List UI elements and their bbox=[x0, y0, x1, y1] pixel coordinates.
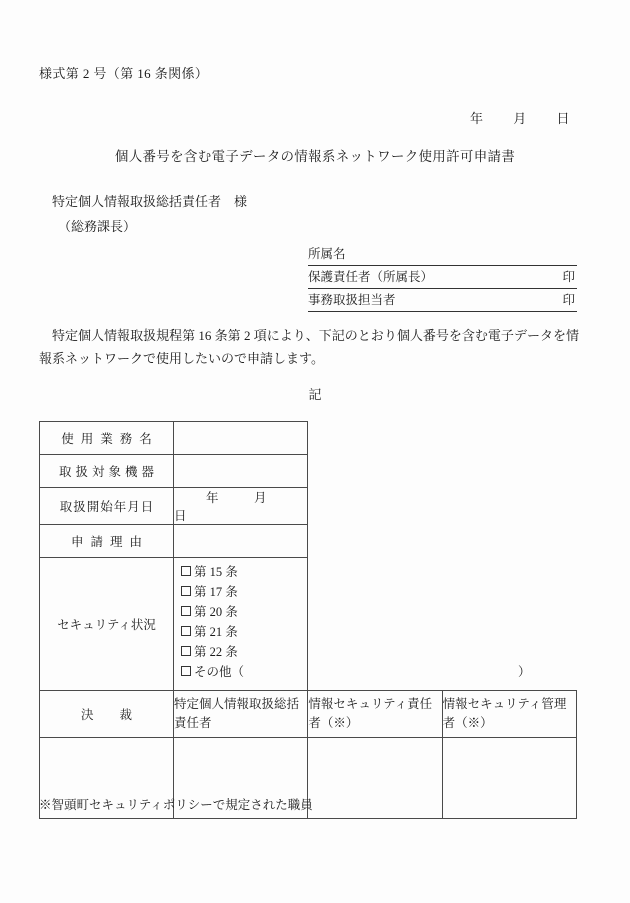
table-row-target-device bbox=[40, 455, 577, 488]
ki-marker: 記 bbox=[308, 387, 322, 402]
start-date-month-label: 月 bbox=[254, 491, 267, 505]
date-line bbox=[470, 108, 570, 127]
value-target-device[interactable] bbox=[174, 455, 308, 488]
label-target-device bbox=[40, 455, 174, 488]
start-date-day-label: 日 bbox=[174, 509, 187, 523]
applicant-signature-block bbox=[308, 243, 577, 312]
label-business-name-text: 使用業務名 bbox=[61, 432, 159, 446]
affiliation-label: 所属名 bbox=[308, 247, 346, 261]
date-month-label: 月 bbox=[513, 111, 527, 126]
checkbox-icon[interactable] bbox=[181, 566, 191, 576]
label-approval bbox=[40, 691, 174, 738]
date-year-label: 年 bbox=[470, 111, 484, 126]
security-option-article-21[interactable] bbox=[181, 626, 307, 643]
signature-row-clerical-staff bbox=[308, 289, 577, 312]
approval-column-security-administrator: 情報セキュリティ管理者（※） bbox=[442, 691, 576, 738]
security-option-other-close: ） bbox=[518, 665, 531, 679]
footnote: ※智頭町セキュリティポリシーで規定された職員 bbox=[39, 798, 313, 812]
security-option-label: その他（ bbox=[194, 665, 245, 679]
body-paragraph: 特定個人情報取扱規程第 16 条第 2 項により、下記のとおり個人番号を含む電子データを情報系ネットワークで使用したいので申請します。 bbox=[39, 328, 579, 366]
form-number: 様式第 2 号（第 16 条関係） bbox=[39, 66, 209, 81]
table-row-start-date bbox=[40, 488, 577, 525]
checkbox-icon[interactable] bbox=[181, 666, 191, 676]
checkbox-icon[interactable] bbox=[181, 626, 191, 636]
approval-signature-security-administrator[interactable] bbox=[442, 738, 576, 819]
value-reason[interactable] bbox=[174, 525, 308, 558]
clerical-staff-label: 事務取扱担当者 bbox=[308, 293, 396, 307]
approval-signature-security-officer[interactable] bbox=[308, 738, 442, 819]
label-start-date-text: 取扱開始年月日 bbox=[59, 500, 155, 514]
security-option-article-22[interactable] bbox=[181, 646, 307, 663]
label-reason bbox=[40, 525, 174, 558]
value-business-name[interactable] bbox=[174, 422, 308, 455]
security-option-article-15[interactable] bbox=[181, 566, 307, 583]
application-table bbox=[39, 421, 577, 819]
security-option-list bbox=[174, 558, 531, 690]
table-row-reason bbox=[40, 525, 577, 558]
checkbox-icon[interactable] bbox=[181, 646, 191, 656]
signature-row-affiliation bbox=[308, 243, 577, 266]
date-day-label: 日 bbox=[556, 111, 570, 126]
approval-column-security-officer: 情報セキュリティ責任者（※） bbox=[308, 691, 442, 738]
security-option-label: 第 15 条 bbox=[194, 565, 238, 579]
addressee-department: （総務課長） bbox=[58, 219, 137, 234]
label-target-device-text: 取扱対象機器 bbox=[58, 465, 158, 479]
start-date-year-label: 年 bbox=[206, 491, 219, 505]
checkbox-icon[interactable] bbox=[181, 606, 191, 616]
security-option-article-17[interactable] bbox=[181, 586, 307, 603]
addressee-name: 特定個人情報取扱総括責任者 様 bbox=[52, 194, 248, 209]
label-reason-text: 申請理由 bbox=[70, 535, 149, 549]
label-security-status: セキュリティ状況 bbox=[40, 558, 174, 691]
clerical-staff-seal-icon: 印 bbox=[562, 293, 575, 307]
security-option-label: 第 17 条 bbox=[194, 585, 238, 599]
security-option-label: 第 21 条 bbox=[194, 625, 238, 639]
value-start-date[interactable] bbox=[174, 488, 308, 525]
value-security-status bbox=[174, 558, 531, 691]
security-option-label: 第 20 条 bbox=[194, 605, 238, 619]
table-row-business-name bbox=[40, 422, 577, 455]
document-title: 個人番号を含む電子データの情報系ネットワーク使用許可申請書 bbox=[114, 149, 516, 164]
protection-manager-seal-icon: 印 bbox=[562, 270, 575, 284]
label-approval-text: 決裁 bbox=[80, 708, 158, 722]
table-row-security-status bbox=[40, 558, 577, 691]
protection-manager-label: 保護責任者（所属長） bbox=[308, 270, 434, 284]
signature-row-protection-manager bbox=[308, 266, 577, 289]
label-business-name bbox=[40, 422, 174, 455]
security-option-label: 第 22 条 bbox=[194, 645, 238, 659]
security-option-other[interactable] bbox=[181, 665, 531, 683]
checkbox-icon[interactable] bbox=[181, 586, 191, 596]
label-start-date bbox=[40, 488, 174, 525]
security-option-article-20[interactable] bbox=[181, 606, 307, 623]
approval-column-general-manager: 特定個人情報取扱総括責任者 bbox=[174, 691, 308, 738]
table-row-approval-header bbox=[40, 691, 577, 738]
